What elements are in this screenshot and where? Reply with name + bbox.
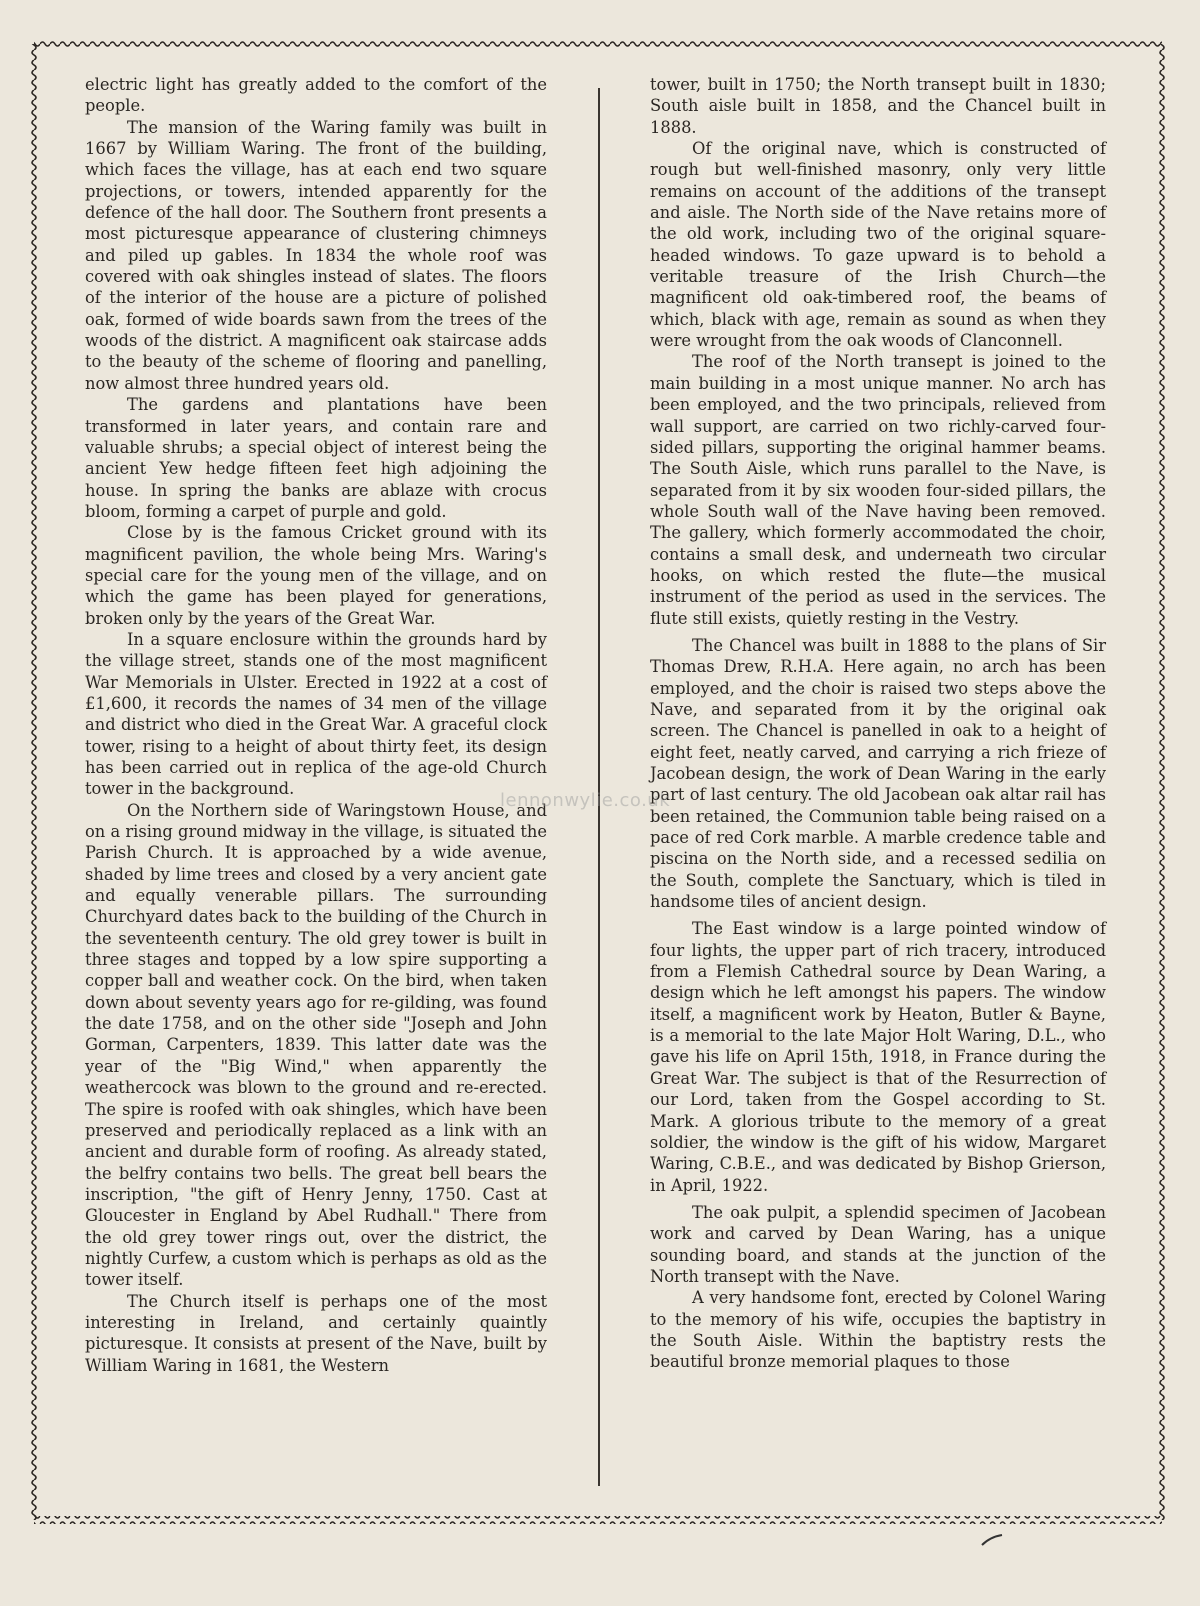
paragraph: tower, built in 1750; the North transept built in 1830; South aisle built in 1858, and the Chancel built in 1888.	[650, 75, 1106, 137]
paragraph: electric light has greatly added to the comfort of the people.	[85, 75, 547, 116]
column-divider	[598, 88, 600, 1486]
paragraph: The mansion of the Waring family was built in 1667 by William Waring. The front of the building, which faces the village, has at each end two square projections, or towers, intended apparently for the defence of the hall door. The Southern front presents a most picturesque appearance of clustering chimneys and piled up gables. In 1834 the whole roof was covered with oak shingles instead of slates. The floors of the interior of the house are a picture of polished oak, formed of wide boards sawn from the trees of the woods of the district. A magnificent oak staircase adds to the beauty of the scheme of flooring and panelling, now almost three hundred years old.	[85, 117, 547, 393]
paragraph: The gardens and plantations have been transformed in later years, and contain rare and valuable shrubs; a special object of interest being the ancient Yew hedge fifteen feet high adjoining the house. In spring the banks are ablaze with crocus bloom, forming a carpet of purple and gold.	[85, 395, 547, 521]
paragraph: The oak pulpit, a splendid specimen of Jacobean work and carved by Dean Waring, has a unique sounding board, and stands at the junction of the North transept with the Nave.	[650, 1202, 1106, 1286]
paragraph: The Chancel was built in 1888 to the plans of Sir Thomas Drew, R.H.A. Here again, no arch has been employed, and the choir is raised two steps above the Nave, and separated from it by the original oak screen. The Chancel is panelled in oak to a height of eight feet, neatly carved, and carrying a rich frieze of Jacobean design, the work of Dean Waring in the early part of last century. The old Jacobean oak altar rail has been retained, the Communion table being raised on a pace of red Cork marble. A marble credence table and piscina on the North side, and a recessed sedilia on the South, complete the Sanctuary, which is tiled in handsome tiles of ancient design.	[650, 635, 1106, 912]
paragraph: In a square enclosure within the grounds hard by the village street, stands one of the most magnificent War Memorials in Ulster. Erected in 1922 at a cost of £1,600, it records the names of 34 men of the village and district who died in the Great War. A graceful clock tower, rising to a height of about thirty feet, its design has been carried out in replica of the age-old Church tower in the background.	[85, 629, 547, 799]
paragraph: A very handsome font, erected by Colonel Waring to the memory of his wife, occupies the baptistry in the South Aisle. Within the baptistry rests the beautiful bronze memorial plaques to those	[650, 1288, 1106, 1372]
paragraph: Of the original nave, which is constructed of rough but well-finished masonry, only very little remains on account of the additions of the transept and aisle. The North side of the Nave retains more of the old work, including two of the original square-headed windows. To gaze upward is to behold a veritable treasure of the Irish Church—the magnificent old oak-timbered roof, the beams of which, black with age, remain as sound as when they were wrought from the oak woods of Clanconnell.	[650, 139, 1106, 351]
watermark: lennonwylie.co.uk	[500, 790, 671, 811]
paragraph: Close by is the famous Cricket ground with its magnificent pavilion, the whole being Mrs. Waring's special care for the young men of the village, and on which the game has been played for generations, broken only by the years of the Great War.	[85, 523, 547, 628]
paragraph: On the Northern side of Waringstown House, and on a rising ground midway in the village, is situated the Parish Church. It is approached by a wide avenue, shaded by lime trees and closed by a very ancient gate and equally venerable pillars. The surrounding Churchyard dates back to the building of the Church in the seventeenth century. The old grey tower is built in three stages and topped by a low spire supporting a copper ball and weather cock. On the bird, when taken down about seventy years ago for re-gilding, was found the date 1758, and on the other side "Joseph and John Gorman, Carpenters, 1839. This latter date was the year of the "Big Wind," when apparently the weathercock was blown to the ground and re-erected. The spire is roofed with oak shingles, which have been preserved and periodically replaced as a link with an ancient and durable form of roofing. As already stated, the belfry contains two bells. The great bell bears the inscription, "the gift of Henry Jenny, 1750. Cast at Gloucester in England by Abel Rudhall." There from the old grey tower rings out, over the district, the nightly Curfew, a custom which is perhaps as old as the tower itself.	[85, 800, 547, 1290]
paragraph: The East window is a large pointed window of four lights, the upper part of rich tracery, introduced from a Flemish Cathedral source by Dean Waring, a design which he left amongst his papers. The window itself, a magnificent work by Heaton, Butler & Bayne, is a memorial to the late Major Holt Waring, D.L., who gave his life on April 15th, 1918, in France during the Great War. The subject is that of the Resurrection of our Lord, taken from the Gospel according to St. Mark. A glorious tribute to the memory of a great soldier, the window is the gift of his widow, Margaret Waring, C.B.E., and was dedicated by Bishop Grierson, in April, 1922.	[650, 919, 1106, 1195]
paragraph: The roof of the North transept is joined to the main building in a most unique manner. No arch has been employed, and the two principals, relieved from wall support, are carried on two richly-carved four-sided pillars, supporting the original hammer beams. The South Aisle, which runs parallel to the Nave, is separated from it by six wooden four-sided pillars, the whole South wall of the Nave having been removed. The gallery, which formerly accommodated the choir, contains a small desk, and underneath two circular hooks, on which rested the flute—the musical instrument of the period as used in the services. The flute still exists, quietly resting in the Vestry.	[650, 352, 1106, 628]
right-text-column	[650, 74, 1106, 1373]
left-text-column	[85, 74, 547, 1376]
paragraph: The Church itself is perhaps one of the most interesting in Ireland, and certainly quaintly picturesque. It consists at present of the Nave, built by William Waring in 1681, the Western	[85, 1291, 547, 1375]
pen-mark-icon	[980, 1532, 1004, 1551]
